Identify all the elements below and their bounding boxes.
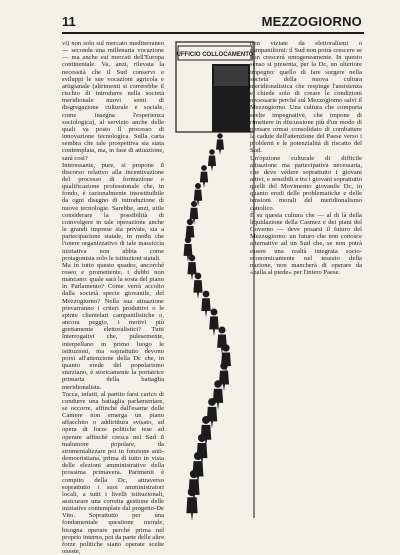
queue-person — [193, 273, 202, 299]
page-header — [62, 14, 362, 34]
queue-person — [197, 434, 208, 466]
left-paragraph-1: vi) non solo sul mercato mediterraneo — seconda una millenaria vocazione — ma anche sui mercati dell'Europa continentale. Va, anzi, rilevata la necessità che il Sud conservi e sviluppi le sue vocazioni agricola e artigianale (altrimenti si correrebbe il rischio di introdurre nella società meridionale nuovi semi di disgregazione culturale e sociale, come insegna l'esperienza sociologica), al servizio anche delle quali va posto il processo di innovazione tecnologica. Sulla carta sembra che tale prospettiva sia stata contemplata, ma, in fase di attuazione, sarà così? — [62, 40, 164, 162]
office-sign-text: UFFICIO COLLOCAMENTO — [176, 52, 254, 58]
queue-person — [219, 362, 229, 391]
page-number: 11 — [62, 14, 76, 29]
left-text-column — [62, 40, 164, 555]
queue-person — [216, 133, 224, 154]
queue-person — [201, 416, 212, 447]
header-rule — [62, 32, 364, 34]
right-text-column — [250, 40, 362, 315]
right-paragraph-3: È su questa cultura che — al di là della liquidazione della Casmez e dei piani del Governo — deve posarsi il futuro del Mezzogiorno: un futuro che non conosce alternative ad un Sud che, se non potrà essere una realtà integrata socio-economicamente nel tessuto della nazione, non mancherà di operare da «palla al piede» per l'intero Paese. — [250, 211, 362, 276]
queue-person — [201, 291, 210, 318]
queue-person — [209, 309, 219, 336]
left-paragraph-4: Tocca, infatti, al partito farsi carico di condurre una battaglia parlamentare, se occorre, affinché dall'esame delle Camere non emerga un piano affacchito o addirittura svisato, ad opera di forze politiche tese ad operare affinché cresca nel Sud il malumore popolare, da strumentalizzare poi in funzione anti-democristiana, prima di tutto in vista delle elezioni amministrative della prossima primavera. Parimenti è compito della Dc, attraverso soprattutto i suoi amministratori locali, a tutti i livelli istituzionali, assicurare una corretta gestione delle iniziative contemplate dal progetto-De Vito. Soprattutto per una fondamentale questione morale, bisogna operare perché prima nel proprio interno, poi da parte delle altre forze politiche siano operate scelte oneste, — [62, 390, 164, 555]
queue-person — [208, 149, 216, 171]
right-paragraph-2: Un'opzione culturale di difficile attuazione ma partecipativa necessaria, che deve vedere soprattutto i giovani attivi, e sensibili e tra i giovani soprattutto quelli del Movimento giovanile Dc, in quanto eredi delle problematiche e delle tensioni morali del meridionalismo cattolico. — [250, 154, 362, 212]
queue-person — [186, 488, 197, 521]
left-paragraph-3: Ma in tutto questo quadro, ancorché roseo e promettente, i dubbi non mancano: quale sarà la sosta del piano in Parlamento? Come verrà accolto dalla società specie giovanile, del Mezzogiorno? Nella sua attuazione prevarranno i criteri produttivi o le spinte clientelari campanilistiche o, ancora peggio, i motivi più grettamente elettoralistici? Tutti interrogativi che, pulesemente, interpellano in primo luogo le istituzioni, ma soprattutto devono porsi all'attenzione della Dc che, in quanto erede del popolarismo sturziano, è storicamente la portatrice primaria della battaglia meridionalista. — [62, 261, 164, 391]
queue-person — [207, 398, 217, 428]
queue-person — [200, 165, 208, 188]
section-title: MEZZOGIORNO — [261, 14, 362, 29]
queue-figures — [184, 133, 231, 521]
queue-of-people-illustration — [168, 40, 256, 520]
queue-person — [213, 380, 223, 410]
left-paragraph-2: Interessante, pure, si propone il discorso relativo alla incentivazione del processo di formazione e qualificazione professionale che, in fondo, è razionalmente insostituibile da ogni disegno di introduzione di nuove tecnologie. Sarebbe, anzi, utile considerare la possibilità di coinvolgere in tale operazione anche le grandi imprese sia private, sia a partecipazione statale, in modo che l'onere organizzativo di tale massiccia iniziativa non abbia come protagonista solo le istituzioni statali. — [62, 161, 164, 262]
right-paragraph-1: non viziate da elettoralismi o campanilismi: il Sud non potrà crescere se non crescerà omogeneamente. In questo senso si presenta, per la Dc, un ulteriore impegno: quello di fare sorgere nella società della nuova cultura meridionalistica che respinge l'assistenza e chiede solo di creare le condizioni necessarie perché sul Mezzogiorno salvi il Mezzogiorno. Una cultura che comporta scelte impegnative, che impone di rimettere in discussione più d'un modo di pensare ormai consolidato di combattere la cadute dell'attenzione del Paese verso i problemi e le potenzialità di riscatto del Sud. — [250, 40, 362, 155]
